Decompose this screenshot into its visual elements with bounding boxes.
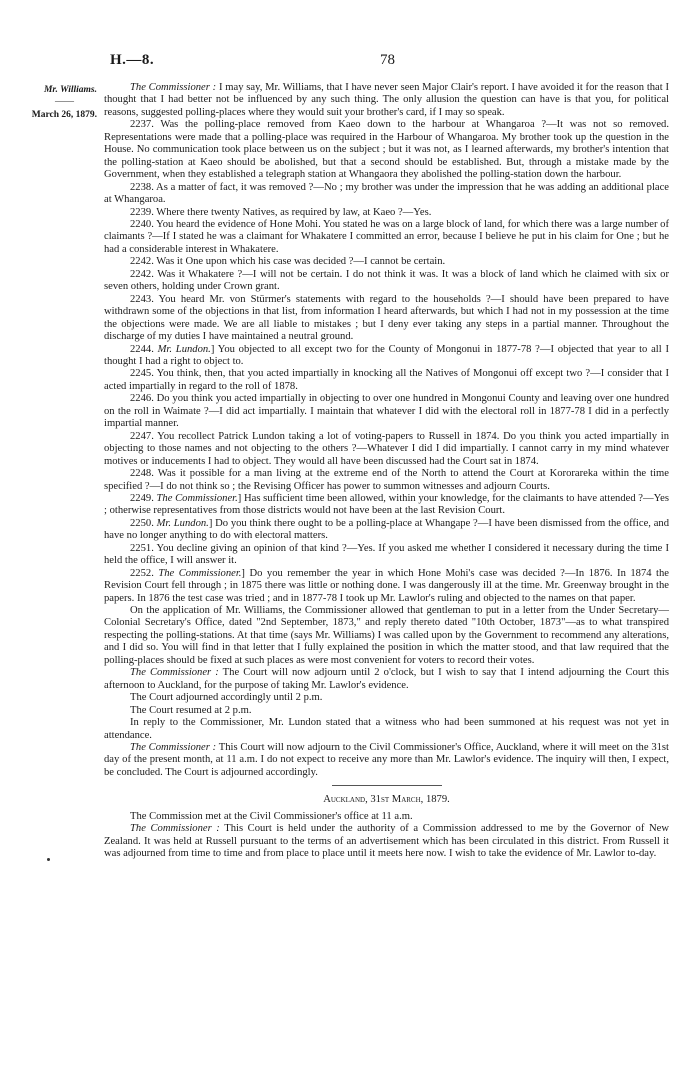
paragraph-text: 2237. Was the polling-place removed from Kaeo down to the harbour at Whangaroa ?—It was not so removed. Representations were made that a polling-place was required in the Harbour of Whangaroa. My brother took up the question in the House. No communication took place between us on the subject ; but it was not, as I learned afterwards, my brother's intention that the polling-station at Kaeo should be abolished, but that a second should be established. But, through a mistake made by the Government, when they established a telegraph station at Whangaora they abolished the polling-station down the harbour. <box>104 119 669 181</box>
paragraph <box>104 823 669 860</box>
margin-date: March 26, 1879. <box>31 109 97 120</box>
paragraph-text: 2245. You think, then, that you acted impartially in knocking all the Natives of Mongonui off except two ?—I consider that I acted impartially in regard to the roll of 1878. <box>104 368 669 392</box>
paragraph <box>104 742 669 779</box>
paragraph <box>104 431 669 468</box>
paragraph <box>104 543 669 568</box>
page-header <box>110 52 670 72</box>
paragraph-text: 2248. Was it possible for a man living at the extreme end of the North to attend the Court at Kororareka within the time specified ?—I do not think so ; the Revising Officer has power to summon witnesses and adjourn Courts. <box>104 468 669 492</box>
paragraph <box>104 182 669 207</box>
paragraph <box>104 518 669 543</box>
paragraph <box>104 207 669 219</box>
paragraph-text: ] Do you think there ought to be a polling-place at Whangape ?—I have been dismissed from the office, and have no longer anything to do with electoral matters. <box>104 517 669 542</box>
paragraph-text: In reply to the Commissioner, Mr. Lundon stated that a witness who had been summoned at his request was not yet in attendance. <box>104 717 669 741</box>
speaker-name: The Commissioner. <box>158 567 242 579</box>
paragraph <box>104 368 669 393</box>
paragraph-text: ] Do you remember the year in which Hone Mohi's case was decided ?—In 1876. In 1874 the Revision Court fell through ; in 1875 there was little or nothing done. I was dangerously ill at the time. Mr. Greenway brought in the papers. In 1876 the test case was tried ; and in 1877-78 I took up Mr. Lawlor's ruling and objected to the names on that paper. <box>104 567 669 604</box>
paragraph-text: 2238. As a matter of fact, it was removed ?—No ; my brother was under the impression that he was adding an additional place at Whangaroa. <box>104 181 669 206</box>
question-number: 2244. <box>130 343 158 355</box>
paragraph <box>104 692 669 704</box>
margin-witness-name: Mr. Williams. <box>43 85 97 95</box>
question-number: 2249. <box>130 492 157 504</box>
paragraph <box>104 344 669 369</box>
paragraph <box>104 667 669 692</box>
paragraph <box>104 219 669 256</box>
paragraph-text: 2240. You heard the evidence of Hone Mohi. You stated he was on a large block of land, for which there was a large number of claimants ?—If I stated he was a claimant for Whakatere I committed an error, because I believe he put in his claim for One ; but he had a considerable interest in Whakatere. <box>104 218 669 255</box>
paragraph-text: 2242. Was it One upon which his case was decided ?—I cannot be certain. <box>130 256 446 268</box>
paragraph-text: 2251. You decline giving an opinion of that kind ?—Yes. If you asked me whether I considered it necessary during the time I held the office, I will answer it. <box>104 542 669 567</box>
paragraph <box>104 493 669 518</box>
paragraph-text: I may say, Mr. Williams, that I have never seen Major Clair's report. I have avoided it for the reason that I thought that I had better not be influenced by any such thing. The only allusion the question can have is that you, for political reasons, suggested polling-places where they would suit your brother's card, if I may so speak. <box>104 82 669 118</box>
paragraph <box>104 568 669 605</box>
paragraph-text: 2243. You heard Mr. von Stürmer's statements with regard to the households ?—I should have been prepared to have withdrawn some of the objections in that list, from information I heard afterwards, but which I had not in my possession at the time the objections were made. We are all liable to mistakes ; but I deny ever taking any steps in a partial manner. Throughout the discharge of my duties I have maintained a neutral ground. <box>104 293 669 343</box>
paragraph-text: On the application of Mr. Williams, the Commissioner allowed that gentleman to put in a letter from the Under Secretary—Colonial Secretary's Office, dated "2nd September, 1873," and reply thereto dated "10th October, 1873"—as to what transpired respecting the polling-stations. At that time (says Mr. Williams) I was called upon by the Government to recommend any alterations, and I did so. You will find in that letter that I fully explained the position in which the matter stood, and that law required that the polling-places should be fixed at such places as were most convenient for voters to record their votes. <box>104 605 669 666</box>
paragraph-text: The Court resumed at 2 p.m. <box>130 704 252 716</box>
stray-mark <box>47 858 50 861</box>
speaker-name: The Commissioner : <box>130 667 219 679</box>
margin-note <box>12 84 97 121</box>
page-number: 78 <box>380 52 395 68</box>
document-body <box>104 82 669 861</box>
speaker-name: The Commissioner : <box>130 823 220 835</box>
paragraph-text: 2246. Do you think you acted impartially in objecting to over one hundred in Mongonui County and leaving over one hundred on the roll in Waimate ?—I did act impartially. I maintain that whatever I did with the electoral roll in 1877-78 I did in a perfectly impartial manner. <box>104 393 669 430</box>
paragraph-text: This Court is held under the authority of a Commission addressed to me by the Governor of New Zealand. It was held at Russell pursuant to the terms of an advertisement which has been circulated in this district. From Russell it was adjourned from time to time and from place to place until it meets here now. I wish to take the evidence of Mr. Lawlor to-day. <box>104 823 669 860</box>
paragraph <box>104 811 669 823</box>
paragraph-text: The Court will now adjourn until 2 o'clock, but I wish to say that I intend adjourning the Court this afternoon to Auckland, for the purpose of taking Mr. Lawlor's evidence. <box>104 667 669 691</box>
paragraph <box>104 705 669 717</box>
paragraph-text: This Court will now adjourn to the Civil Commissioner's Office, Auckland, where it will meet on the 31st day of the present month, at 11 a.m. I do not expect to receive any more than Mr. Lawlor's evidence. The inquiry will then, I expect, be concluded. The Court is adjourned accordingly. <box>104 742 669 778</box>
paragraph-text: ] Has sufficient time been allowed, within your knowledge, for the claimants to have attended ?—Yes ; otherwise representatives from those districts would not have been at the last Revision Court. <box>104 492 669 517</box>
paragraph <box>104 119 669 181</box>
speaker-name: The Commissioner : <box>130 82 217 93</box>
auckland-section <box>104 811 669 861</box>
paragraph <box>104 468 669 493</box>
paragraph-text: ] You objected to all except two for the County of Mongonui in 1877-78 ?—I objected that year to all I thought I had a right to object to. <box>104 343 669 367</box>
margin-dash: —— <box>55 97 74 108</box>
paragraph-text: The Commission met at the Civil Commissioner's office at 11 a.m. <box>130 810 413 822</box>
question-number: 2252. <box>130 567 159 579</box>
paragraph <box>104 393 669 430</box>
section-divider <box>332 785 442 786</box>
speaker-name: Mr. Lundon. <box>157 343 211 355</box>
document-reference: H.—8. <box>110 52 155 68</box>
paragraph <box>104 605 669 667</box>
paragraph <box>104 256 669 268</box>
paragraph <box>104 82 669 119</box>
speaker-name: Mr. Lundon. <box>156 517 209 529</box>
section-heading: Auckland, 31st March, 1879. <box>323 794 450 806</box>
speaker-name: The Commissioner : <box>130 742 217 754</box>
paragraph-text: 2239. Where there twenty Natives, as required by law, at Kaeo ?—Yes. <box>130 206 432 218</box>
paragraph <box>104 717 669 742</box>
testimony-section <box>104 82 669 779</box>
paragraph-text: The Court adjourned accordingly until 2 p.m. <box>130 692 323 704</box>
speaker-name: The Commissioner. <box>156 492 238 504</box>
paragraph <box>104 294 669 344</box>
paragraph-text: 2242. Was it Whakatere ?—I will not be certain. I do not think it was. It was a block of land which he claimed with six or seven others, holding under Crown grant. <box>104 268 669 293</box>
paragraph <box>104 269 669 294</box>
question-number: 2250. <box>130 517 157 529</box>
paragraph-text: 2247. You recollect Patrick Lundon taking a lot of voting-papers to Russell in 1874. Do you think you acted impartially in objecting to those names and not objecting to the others ?—Whatever I did I did impartially. I cannot carry in my mind whatever motives or inducements I had to object. They would all have been discussed had the Court sat in 1874. <box>104 430 669 467</box>
